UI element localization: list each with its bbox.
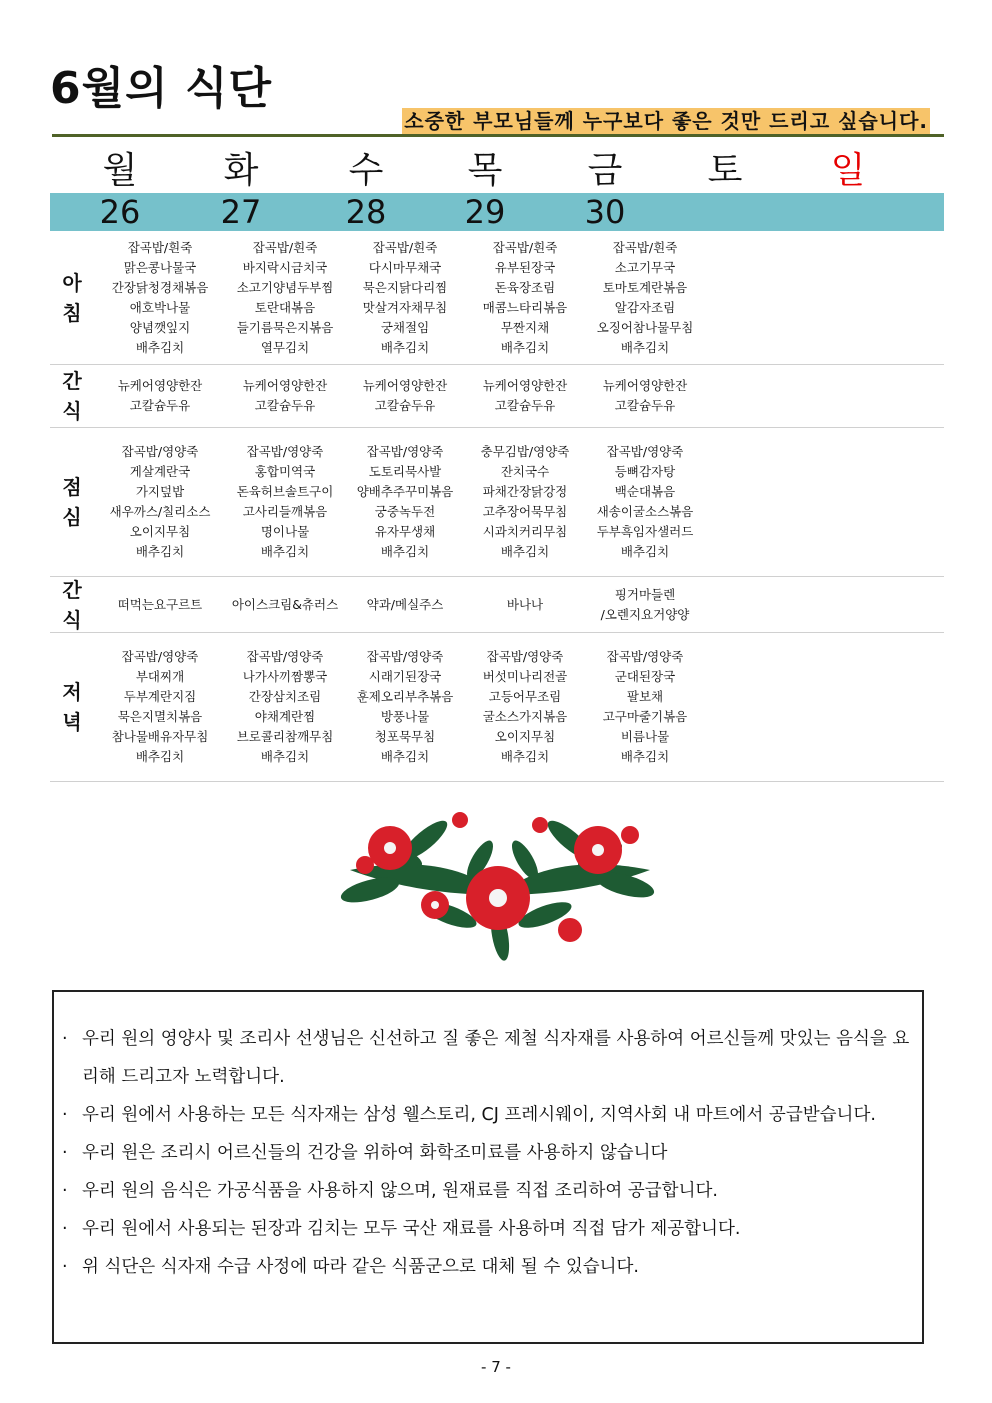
menu-item: 브로콜리참깨무침 (236, 729, 334, 744)
menu-cell-thu (460, 365, 590, 427)
menu-item: 고칼슘두유 (374, 398, 436, 413)
menu-cell-thu (460, 428, 590, 576)
meal-row-snack2 (50, 577, 944, 633)
menu-item: 간장닭청경채볶음 (111, 280, 209, 295)
menu-item: 배추김치 (380, 749, 430, 764)
menu-item: 야채계란찜 (254, 709, 316, 724)
menu-item: 토마토계란볶음 (602, 280, 688, 295)
menu-item: 오이지무침 (129, 524, 191, 539)
menu-item: 충무김밥/영양죽 (480, 444, 570, 459)
menu-item: 유부된장국 (494, 260, 556, 275)
menu-item: 고칼슘두유 (494, 398, 556, 413)
menu-item: 군대된장국 (614, 669, 676, 684)
menu-item: 뉴케어영양한잔 (117, 378, 203, 393)
menu-item: 배추김치 (260, 749, 310, 764)
menu-item: 배추김치 (620, 749, 670, 764)
date-wed: 28 (345, 193, 387, 231)
menu-item: 소고기무국 (614, 260, 676, 275)
menu-cell-mon (95, 633, 225, 781)
meal-label: 점 심 (62, 475, 82, 529)
menu-item: 핑거마들렌 (614, 586, 676, 602)
day-wed: 수 (348, 150, 384, 191)
meal-row-dinner (50, 633, 944, 782)
menu-cell-fri (580, 232, 710, 364)
menu-item: 양념깻잎지 (129, 320, 191, 335)
menu-item: 잔치국수 (500, 464, 550, 479)
menu-item: 잡곡밥/흰죽 (612, 240, 678, 255)
day-tue: 화 (223, 150, 259, 191)
menu-item: 배추김치 (135, 340, 185, 355)
title-divider (52, 134, 944, 137)
menu-item: 백순대볶음 (614, 484, 676, 499)
menu-item: 잡곡밥/영양죽 (366, 649, 444, 664)
day-sat: 토 (707, 150, 743, 191)
menu-item: 묵은지멸치볶음 (117, 709, 203, 724)
menu-item: 다시마무채국 (368, 260, 442, 275)
menu-item: 잡곡밥/흰죽 (252, 240, 318, 255)
menu-cell-mon (95, 232, 225, 364)
menu-item: 오이지무침 (494, 729, 556, 744)
menu-item: 맛살겨자채무침 (362, 300, 448, 315)
menu-item: 잡곡밥/영양죽 (121, 649, 199, 664)
menu-item: 약과/메실주스 (366, 596, 444, 612)
menu-item: 버섯미나리전골 (482, 669, 568, 684)
menu-item: 청포묵무침 (374, 729, 436, 744)
menu-item: 소고기양념두부찜 (236, 280, 334, 295)
menu-item: 잡곡밥/영양죽 (246, 444, 324, 459)
menu-item: 팔보채 (626, 689, 664, 704)
menu-cell-fri (580, 428, 710, 576)
menu-item: 두부흑임자샐러드 (596, 524, 694, 539)
menu-item: 배추김치 (380, 544, 430, 559)
menu-cell-wed (340, 428, 470, 576)
menu-item: 잡곡밥/영양죽 (246, 649, 324, 664)
notice-item: · 우리 원에서 사용하는 모든 식자재는 삼성 웰스토리, CJ 프레시웨이, 지역사회 내 마트에서 공급받습니다. (62, 1105, 876, 1125)
notice-item: · 우리 원에서 사용되는 된장과 김치는 모두 국산 재료를 사용하며 직접 담가 제공합니다. (62, 1219, 741, 1239)
menu-cell-fri (580, 633, 710, 781)
menu-item: 굴소스가지볶음 (482, 709, 568, 724)
page-title: 6월의 식단 (50, 63, 272, 114)
menu-item: 파채간장닭강정 (482, 484, 568, 499)
menu-cell-tue (220, 633, 350, 781)
menu-item: 참나물배유자무침 (111, 729, 209, 744)
menu-item: 배추김치 (380, 340, 430, 355)
weekday-header (50, 148, 944, 194)
menu-item: 유자무생채 (374, 524, 436, 539)
menu-item: 토란대볶음 (254, 300, 316, 315)
notice-item: · 우리 원의 음식은 가공식품을 사용하지 않으며, 원재료를 직접 조리하여 공급합니다. (62, 1181, 718, 1201)
menu-item: 궁중녹두전 (374, 504, 436, 519)
day-thu: 목 (467, 150, 503, 191)
menu-cell-tue (220, 577, 350, 632)
meal-row-breakfast (50, 232, 944, 365)
menu-item: 양배추주꾸미볶음 (356, 484, 454, 499)
menu-item: 시래기된장국 (368, 669, 442, 684)
menu-item: 고칼슘두유 (614, 398, 676, 413)
date-mon: 26 (99, 193, 141, 231)
meal-label: 간 식 (62, 369, 82, 423)
menu-cell-wed (340, 232, 470, 364)
menu-item: 뉴케어영양한잔 (602, 378, 688, 393)
menu-item: 잡곡밥/영양죽 (606, 444, 684, 459)
menu-item: 등뼈감자탕 (614, 464, 676, 479)
meal-label: 간 식 (62, 577, 82, 632)
menu-item: 부대찌개 (135, 669, 185, 684)
menu-cell-tue (220, 365, 350, 427)
notice-item: · 위 식단은 식자재 수급 사정에 따라 같은 식품군으로 대체 될 수 있습니다. (62, 1257, 639, 1277)
menu-item: 배추김치 (135, 544, 185, 559)
menu-item: 방풍나물 (380, 709, 430, 724)
menu-item: 열무김치 (260, 340, 310, 355)
menu-cell-tue (220, 428, 350, 576)
meal-label: 아 침 (62, 271, 82, 325)
menu-cell-thu (460, 232, 590, 364)
menu-item: 묵은지닭다리찜 (362, 280, 448, 295)
menu-item: 명이나물 (260, 524, 310, 539)
menu-item: 고등어무조림 (488, 689, 562, 704)
menu-item: 홍합미역국 (254, 464, 316, 479)
subtitle-banner: 소중한 부모님들께 누구보다 좋은 것만 드리고 싶습니다. (404, 109, 928, 133)
menu-item: 뉴케어영양한잔 (362, 378, 448, 393)
notice-item: · 우리 원의 영양사 및 조리사 선생님은 신선하고 질 좋은 제철 식자재를 사용하여 어르신들께 맛있는 음식을 요리해 드리고자 노력합니다. (62, 1029, 910, 1087)
menu-item: 잡곡밥/영양죽 (606, 649, 684, 664)
menu-cell-thu (460, 633, 590, 781)
menu-item: 바지락시금치국 (242, 260, 328, 275)
date-fri: 30 (584, 193, 626, 231)
menu-item: 잡곡밥/영양죽 (121, 444, 199, 459)
menu-item: 잡곡밥/영양죽 (486, 649, 564, 664)
menu-item: 들기름묵은지볶음 (236, 320, 334, 335)
menu-item: 아이스크림&츄러스 (231, 596, 339, 612)
menu-item: 바나나 (506, 596, 544, 612)
menu-cell-fri (580, 577, 710, 632)
menu-item: 배추김치 (500, 340, 550, 355)
menu-item: 비름나물 (620, 729, 670, 744)
menu-item: 뉴케어영양한잔 (242, 378, 328, 393)
date-bar (50, 193, 944, 231)
menu-item: 고사리들깨볶음 (242, 504, 328, 519)
menu-cell-wed (340, 633, 470, 781)
menu-item: 애호박나물 (129, 300, 191, 315)
menu-cell-tue (220, 232, 350, 364)
meal-row-lunch (50, 428, 944, 577)
menu-item: 매콤느타리볶음 (482, 300, 568, 315)
menu-item: 돈육허브솔트구이 (236, 484, 334, 499)
menu-item: 배추김치 (620, 544, 670, 559)
page-number: - 7 - (481, 1358, 511, 1376)
menu-item: 잡곡밥/흰죽 (492, 240, 558, 255)
day-mon: 월 (102, 150, 138, 191)
menu-item: 배추김치 (500, 544, 550, 559)
menu-item: 새우까스/칠리소스 (109, 504, 211, 519)
menu-item: 게살계란국 (129, 464, 191, 479)
day-sun: 일 (830, 150, 866, 191)
menu-item: 잡곡밥/흰죽 (372, 240, 438, 255)
menu-item: 배추김치 (620, 340, 670, 355)
menu-item: 고칼슘두유 (254, 398, 316, 413)
menu-item: 나가사끼짬뽕국 (242, 669, 328, 684)
menu-cell-mon (95, 365, 225, 427)
menu-item: 맑은콩나물국 (123, 260, 197, 275)
menu-cell-wed (340, 577, 470, 632)
menu-item: 잡곡밥/흰죽 (127, 240, 193, 255)
notice-box (52, 990, 924, 1344)
date-thu: 29 (464, 193, 506, 231)
menu-item: 고추장어묵무침 (482, 504, 568, 519)
meal-label: 저 녁 (62, 680, 82, 734)
menu-item: 배추김치 (500, 749, 550, 764)
menu-item: 가지덮밥 (135, 484, 185, 499)
menu-item: 고칼슘두유 (129, 398, 191, 413)
menu-cell-wed (340, 365, 470, 427)
menu-item: 무짠지채 (500, 320, 550, 335)
meal-row-snack1 (50, 365, 944, 428)
menu-item: 배추김치 (260, 544, 310, 559)
menu-cell-mon (95, 428, 225, 576)
menu-item: 돈육장조림 (494, 280, 556, 295)
menu-item: 궁채절임 (380, 320, 430, 335)
date-tue: 27 (220, 193, 262, 231)
notice-item: · 우리 원은 조리시 어르신들의 건강을 위하여 화학조미료를 사용하지 않습니다 (62, 1143, 668, 1163)
menu-item: 훈제오리부추볶음 (356, 689, 454, 704)
camellia-flower-illustration (330, 800, 665, 965)
menu-item: 간장삼치조림 (248, 689, 322, 704)
menu-cell-thu (460, 577, 590, 632)
menu-item: /오렌지요거양양 (600, 606, 690, 622)
day-fri: 금 (587, 150, 623, 191)
menu-item: 오징어참나물무침 (596, 320, 694, 335)
menu-item: 뉴케어영양한잔 (482, 378, 568, 393)
menu-cell-fri (580, 365, 710, 427)
menu-item: 떠먹는요구르트 (117, 596, 203, 612)
menu-item: 새송이굴소스볶음 (596, 504, 694, 519)
menu-item: 배추김치 (135, 749, 185, 764)
menu-cell-mon (95, 577, 225, 632)
menu-item: 고구마줄기볶음 (602, 709, 688, 724)
menu-item: 알감자조림 (614, 300, 676, 315)
menu-item: 시과치커리무침 (482, 524, 568, 539)
menu-item: 두부계란지짐 (123, 689, 197, 704)
menu-item: 도토리묵사발 (368, 464, 442, 479)
menu-item: 잡곡밥/영양죽 (366, 444, 444, 459)
